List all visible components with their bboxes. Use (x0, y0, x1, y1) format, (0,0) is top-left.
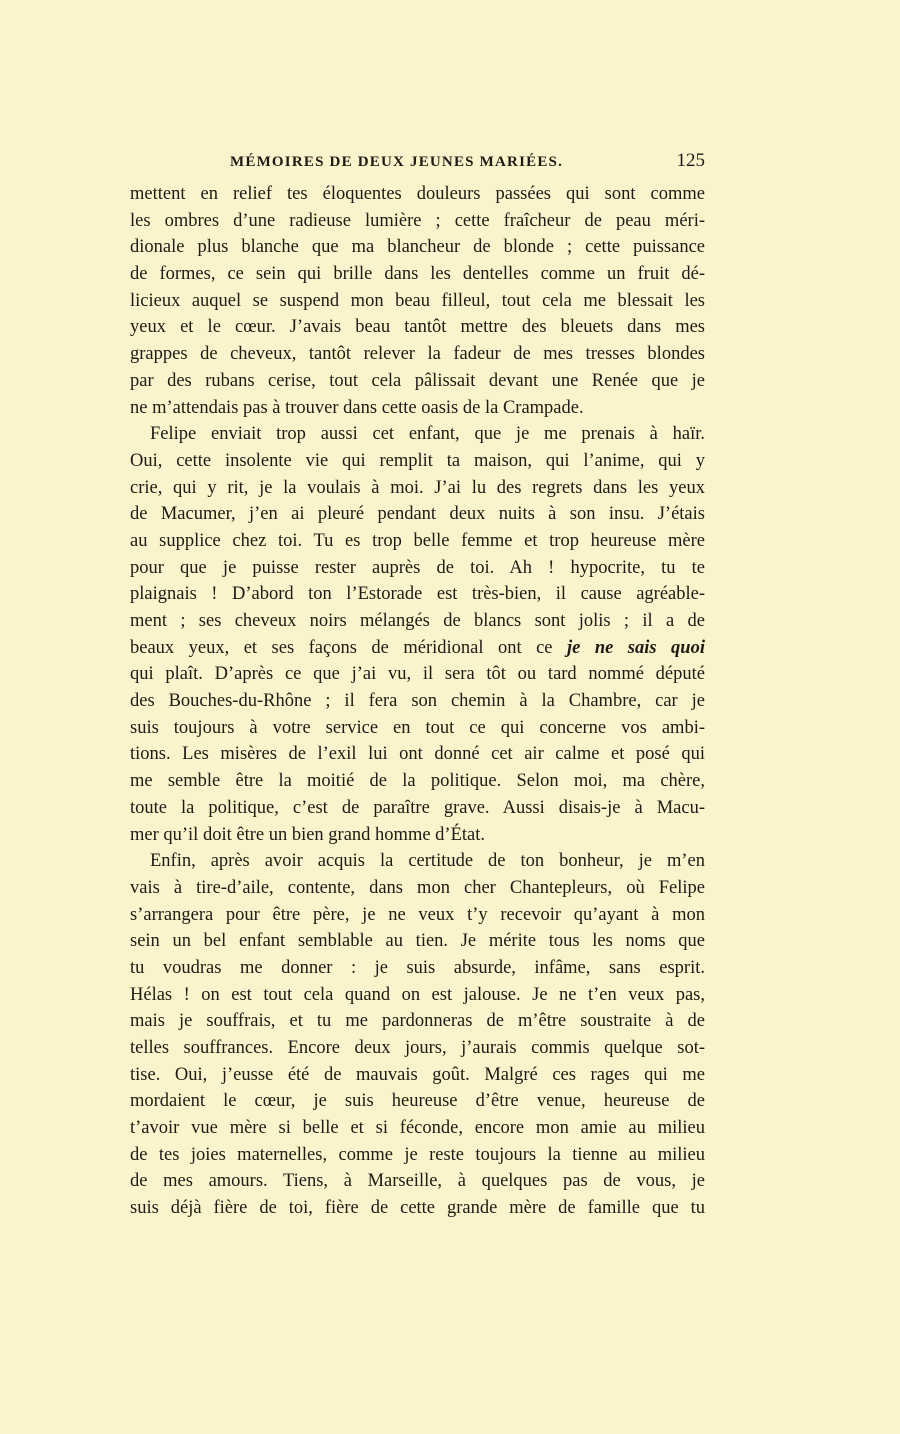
text-line: au supplice chez toi. Tu es trop belle femme et trop heureuse mère (130, 530, 705, 551)
text-line: tise. Oui, j’eusse été de mauvais goût. Malgré ces rages qui me (130, 1064, 705, 1085)
text-line: ne m’attendais pas à trouver dans cette oasis de la Crampade. (130, 397, 584, 418)
text-line: Enfin, après avoir acquis la certitude de ton bonheur, je m’en (150, 851, 705, 872)
text-line: Oui, cette insolente vie qui remplit ta maison, qui l’anime, qui y (130, 450, 705, 471)
text-line: mer qu’il doit être un bien grand homme d’État. (130, 824, 485, 845)
text-line: dionale plus blanche que ma blancheur de blonde ; cette puissance (130, 237, 705, 258)
text-segment: beaux yeux, et ses façons de méridional ont ce (130, 637, 567, 658)
text-line: mordaient le cœur, je suis heureuse d’être venue, heureuse de (130, 1091, 705, 1112)
text-line: qui plaît. D’après ce que j’ai vu, il sera tôt ou tard nommé député (130, 664, 705, 685)
running-header (130, 150, 705, 176)
text-line: par des rubans cerise, tout cela pâlissait devant une Renée que je (130, 370, 705, 391)
text-line: pour que je puisse rester auprès de toi. Ah ! hypocrite, tu te (130, 557, 705, 578)
running-title: MÉMOIRES DE DEUX JEUNES MARIÉES. (230, 154, 564, 170)
text-line: toute la politique, c’est de paraître grave. Aussi disais-je à Macu- (130, 797, 705, 818)
text-line: ment ; ses cheveux noirs mélangés de blancs sont jolis ; il a de (130, 611, 705, 631)
text-line: de Macumer, j’en ai pleuré pendant deux nuits à son insu. J’étais (130, 504, 705, 525)
text-line: grappes de cheveux, tantôt relever la fadeur de mes tresses blondes (130, 344, 705, 365)
text-line: mais je souffrais, et tu me pardonneras de m’être soustraite à de (130, 1011, 705, 1032)
text-line: de formes, ce sein qui brille dans les dentelles comme un fruit dé- (130, 264, 705, 285)
text-line: me semble être la moitié de la politique. Selon moi, ma chère, (130, 771, 705, 792)
text-line: de tes joies maternelles, comme je reste toujours la tienne au milieu (130, 1144, 705, 1165)
text-line: vais à tire-d’aile, contente, dans mon cher Chantepleurs, où Felipe (130, 877, 705, 898)
text-line: plaignais ! D’abord ton l’Estorade est très-bien, il cause agréable- (130, 584, 705, 605)
text-line: mettent en relief tes éloquentes douleurs passées qui sont comme (130, 184, 705, 204)
italic-phrase: je ne sais quoi (566, 637, 705, 658)
text-line (130, 635, 705, 662)
text-line: licieux auquel se suspend mon beau filleul, tout cela me blessait les (130, 290, 705, 311)
text-line: telles souffrances. Encore deux jours, j’aurais commis quelque sot- (130, 1038, 705, 1058)
text-line: yeux et le cœur. J’avais beau tantôt mettre des bleuets dans mes (130, 317, 705, 338)
page-body-text (130, 181, 705, 1222)
page-number: 125 (676, 150, 705, 171)
text-line: suis déjà fière de toi, fière de cette grande mère de famille que tu (130, 1198, 705, 1219)
text-line: Hélas ! on est tout cela quand on est jalouse. Je ne t’en veux pas, (130, 984, 705, 1005)
text-line: sein un bel enfant semblable au tien. Je mérite tous les noms que (130, 931, 705, 952)
text-line: Felipe enviait trop aussi cet enfant, que je me prenais à haïr. (150, 424, 705, 445)
text-line: crie, qui y rit, je la voulais à moi. J’ai lu des regrets dans les yeux (130, 477, 705, 498)
text-line: de mes amours. Tiens, à Marseille, à quelques pas de vous, je (130, 1171, 705, 1192)
text-line: t’avoir vue mère si belle et si féconde, encore mon amie au milieu (130, 1118, 705, 1139)
text-line: les ombres d’une radieuse lumière ; cette fraîcheur de peau méri- (130, 210, 705, 231)
text-line: tions. Les misères de l’exil lui ont donné cet air calme et posé qui (130, 744, 705, 765)
text-line: suis toujours à votre service en tout ce qui concerne vos ambi- (130, 717, 705, 738)
text-line: s’arrangera pour être père, je ne veux t’y recevoir qu’ayant à mon (130, 904, 705, 925)
text-line: tu voudras me donner : je suis absurde, infâme, sans esprit. (130, 957, 705, 978)
text-line: des Bouches-du-Rhône ; il fera son chemin à la Chambre, car je (130, 691, 705, 712)
